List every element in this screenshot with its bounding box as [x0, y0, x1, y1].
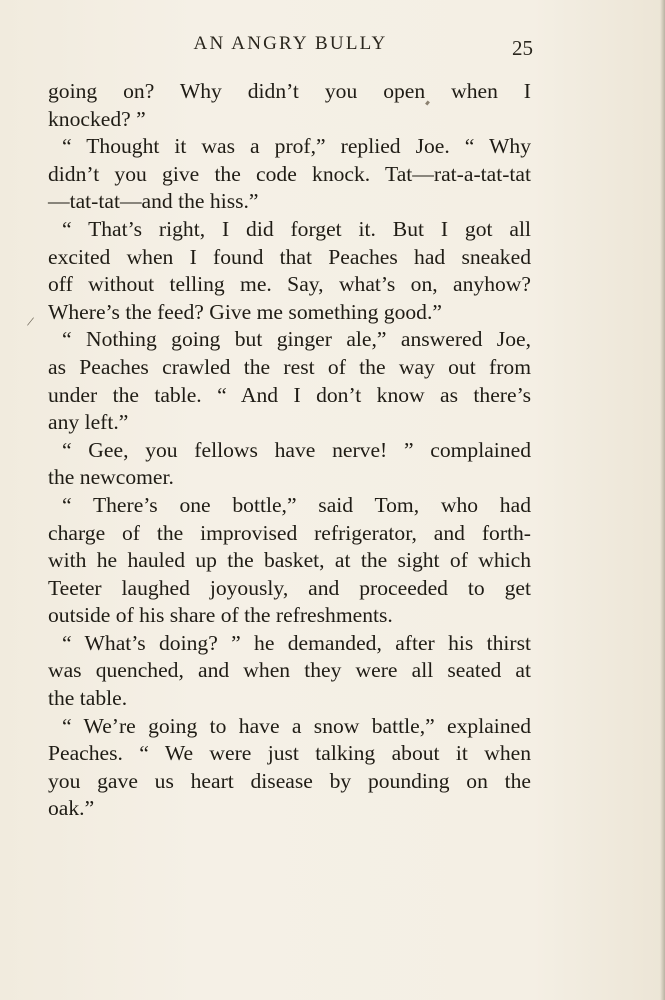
text-line: outside of his share of the refreshments.	[48, 603, 393, 628]
text-line: going on? Why didn’t you open when I	[48, 79, 531, 103]
running-title: AN ANGRY BULLY	[193, 33, 388, 54]
text-line: you gave us heart disease by pounding on the	[48, 768, 531, 793]
text-line: “ Nothing going but ginger ale,” answered Joe,	[62, 327, 531, 352]
page-number: 25	[512, 36, 533, 60]
text-line: Peaches. “ We were just talking about it when	[48, 741, 531, 766]
text-line: under the table. “ And I don’t know as there’s	[48, 382, 531, 407]
text-line: Where’s the feed? Give me something good.”	[48, 299, 442, 324]
text-line: the table.	[48, 686, 128, 711]
text-line: “ There’s one bottle,” said Tom, who had	[62, 492, 531, 517]
text-line: “ That’s right, I did forget it. But I got all	[62, 216, 531, 241]
text-line: Teeter laughed joyously, and proceeded to get	[48, 575, 531, 600]
margin-mark: /	[25, 314, 35, 331]
text-line: oak.”	[48, 796, 95, 821]
text-line: “ Thought it was a prof,” replied Joe. “ Why	[62, 134, 531, 159]
text-line: the newcomer.	[48, 465, 174, 490]
text-line: any left.”	[48, 410, 129, 435]
text-line: charge of the improvised refrigerator, and forth-	[48, 520, 531, 545]
text-line: as Peaches crawled the rest of the way out from	[48, 354, 531, 379]
text-line: “ Gee, you fellows have nerve! ” complained	[62, 437, 531, 462]
text-line: —tat-tat—and the hiss.”	[48, 189, 259, 214]
text-line: off without telling me. Say, what’s on, anyhow?	[48, 272, 531, 297]
running-head	[48, 33, 533, 63]
text-line: was quenched, and when they were all seated at	[48, 658, 531, 683]
text-line: excited when I found that Peaches had sneaked	[48, 244, 531, 269]
text-line: knocked? ”	[48, 106, 146, 131]
body-text	[48, 78, 531, 823]
text-line: “ We’re going to have a snow battle,” explained	[62, 713, 531, 738]
page-edge-shadow	[660, 0, 665, 1000]
text-line: “ What’s doing? ” he demanded, after his thirst	[62, 630, 531, 655]
text-line: didn’t you give the code knock. Tat—rat-a-tat-tat	[48, 161, 531, 186]
text-line: with he hauled up the basket, at the sight of which	[48, 548, 531, 573]
